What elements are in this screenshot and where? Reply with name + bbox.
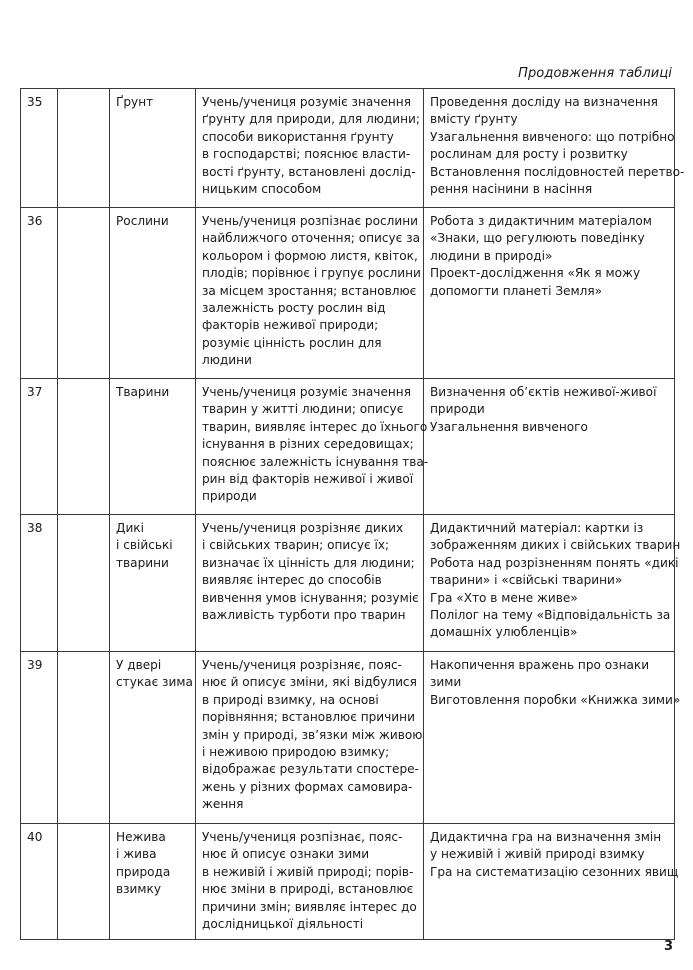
outcomes-cell [196,208,424,379]
activity-line: Встановлення послідовностей перетво- [430,164,685,179]
outcome-line: визначає їх цінність для людини; [202,555,415,570]
activity-line: у неживій і живій природі взимку [430,847,645,862]
activity-line: Робота з дидактичним матеріалом [430,214,652,228]
topic-cell [110,379,196,515]
outcome-line: виявляє інтерес до способів [202,573,382,588]
topic-line: природа [116,864,171,879]
topic-line: Ґрунт [116,95,154,109]
outcome-line: вивчення умов існування; розуміє [202,590,419,605]
activity-line: допомогти планеті Земля» [430,283,603,298]
row-number: 36 [27,214,43,228]
activity-line: природи [430,402,485,417]
outcome-line: рин від факторів неживої і живої [202,472,414,487]
empty-cell [58,824,110,940]
topic-cell [110,208,196,379]
row-number: 38 [27,521,43,535]
outcome-line: способи використання ґрунту [202,129,394,144]
topic-line: Рослини [116,214,169,228]
activity-line: рослинам для росту і розвитку [430,147,628,162]
activities-cell [424,89,685,208]
row-number: 37 [27,385,43,399]
activity-line: Дидактичний матеріал: картки із [430,521,644,535]
activity-line: Гра «Хто в мене живе» [430,590,578,605]
topic-cell [110,89,196,208]
empty-cell [58,379,110,515]
outcome-line: нює й описує зміни, які відбулися [202,675,417,690]
topic-line: Тварини [116,385,170,399]
table-body [21,89,685,940]
outcomes-cell [196,824,424,940]
outcome-line: вості ґрунту, встановлені дослід- [202,164,416,179]
outcome-line: за місцем зростання; встановлює [202,283,417,298]
topic-cell [110,652,196,824]
outcome-line: Учень/учениця розуміє значення [202,95,411,109]
outcome-line: ницьким способом [202,182,322,197]
table-row [21,515,675,652]
topic-line: і жива [116,847,157,862]
outcome-line: важливість турботи про тварин [202,608,406,623]
activities-cell [424,824,679,940]
table-continuation-caption: Продовження таблиці [518,66,672,81]
table-row [21,824,675,940]
outcome-line: Учень/учениця розрізняє, пояс- [202,658,403,672]
outcome-line: найближчого оточення; описує за [202,231,420,246]
outcome-line: і свійських тварин; описує їх; [202,538,390,553]
outcome-line: жень у різних формах самовира- [202,779,413,794]
outcome-line: ження [202,797,244,812]
outcome-line: дослідницької діяльності [202,917,364,932]
outcome-line: нює й описує ознаки зими [202,847,370,862]
outcome-line: тварин у житті людини; описує [202,402,404,417]
outcome-line: тварин, виявляє інтерес до їхнього [202,419,428,434]
row-number: 35 [27,95,43,109]
outcome-line: Учень/учениця розрізняє диких [202,521,404,535]
topic-line: і свійські [116,538,173,553]
topic-line: стукає зима [116,675,193,690]
outcome-line: залежність росту рослин від [202,301,386,316]
topic-line: тварини [116,555,169,570]
outcomes-cell [196,379,429,515]
activity-line: Дидактична гра на визначення змін [430,830,662,844]
outcomes-cell [196,89,424,208]
outcome-line: Учень/учениця розпізнає, пояс- [202,830,403,844]
outcome-line: ґрунту для природи, для людини; [202,112,420,127]
row-number-cell [21,89,58,208]
outcome-line: Учень/учениця розуміє значення [202,385,411,399]
outcome-line: змін у природі, зв’язки між живою [202,727,423,742]
topic-line: У двері [116,658,162,672]
empty-cell [58,89,110,208]
table-row [21,89,675,208]
row-number-cell [21,515,58,652]
outcome-line: нює зміни в природі, встановлює [202,882,414,897]
outcome-line: в неживій і живій природі; порів- [202,864,414,879]
outcome-line: в природі взимку, на основі [202,692,379,707]
activity-line: людини в природі» [430,248,553,263]
activities-cell [424,515,681,652]
topic-line: взимку [116,882,162,897]
outcome-line: розуміє цінність рослин для [202,335,382,350]
outcome-line: існування в різних середовищах; [202,437,414,452]
outcomes-cell [196,515,424,652]
outcome-line: факторів неживої природи; [202,318,379,333]
outcomes-cell [196,652,424,824]
empty-cell [58,515,110,652]
topic-line: Дикі [116,521,144,535]
outcome-line: відображає результати спостере- [202,762,419,777]
topic-line: Нежива [116,830,166,844]
row-number-cell [21,208,58,379]
page-number: 3 [663,939,673,954]
activity-line: Проведення досліду на визначення [430,95,658,109]
activity-line: Виготовлення поробки «Книжка зими» [430,692,681,707]
row-number-cell [21,379,58,515]
table-row [21,379,675,515]
outcome-line: плодів; порівнює і групує рослини [202,266,421,281]
row-number-cell [21,824,58,940]
outcome-line: природи [202,489,257,504]
table-row [21,652,675,824]
row-number-cell [21,652,58,824]
outcome-line: в господарстві; пояснює власти- [202,147,411,162]
outcome-line: пояснює залежність існування тва- [202,454,429,469]
outcome-line: порівняння; встановлює причини [202,710,415,725]
activity-line: Гра на систематизацію сезонних явищ [430,864,679,879]
activity-line: Узагальнення вивченого: що потрібно [430,129,675,144]
table-row [21,208,675,379]
row-number: 40 [27,830,43,844]
lesson-plan-table [20,88,685,940]
activities-cell [424,379,675,515]
activity-line: Накопичення вражень про ознаки [430,658,650,672]
activities-cell [424,652,681,824]
outcome-line: людини [202,353,252,368]
activity-line: тварини» і «свійські тварини» [430,573,623,588]
outcome-line: кольором і формою листя, квіток, [202,248,418,263]
activities-cell [424,208,675,379]
activity-line: рення насінини в насіння [430,182,593,197]
outcome-line: причини змін; виявляє інтерес до [202,899,417,914]
topic-cell [110,515,196,652]
activity-line: Полілог на тему «Відповідальність за [430,608,671,623]
empty-cell [58,208,110,379]
outcome-line: Учень/учениця розпізнає рослини [202,214,419,228]
activity-line: «Знаки, що регулюють поведінку [430,231,645,246]
activity-line: домашніх улюбленців» [430,625,578,640]
outcome-line: і неживою природою взимку; [202,745,390,760]
activity-line: вмісту ґрунту [430,112,518,127]
activity-line: зими [430,675,462,690]
row-number: 39 [27,658,43,672]
activity-line: Визначення об’єктів неживої-живої [430,385,657,399]
empty-cell [58,652,110,824]
activity-line: Узагальнення вивченого [430,419,588,434]
activity-line: Робота над розрізненням понять «дикі [430,555,679,570]
activity-line: зображенням диких і свійських тварин [430,538,681,553]
activity-line: Проект-дослідження «Як я можу [430,266,641,281]
topic-cell [110,824,196,940]
